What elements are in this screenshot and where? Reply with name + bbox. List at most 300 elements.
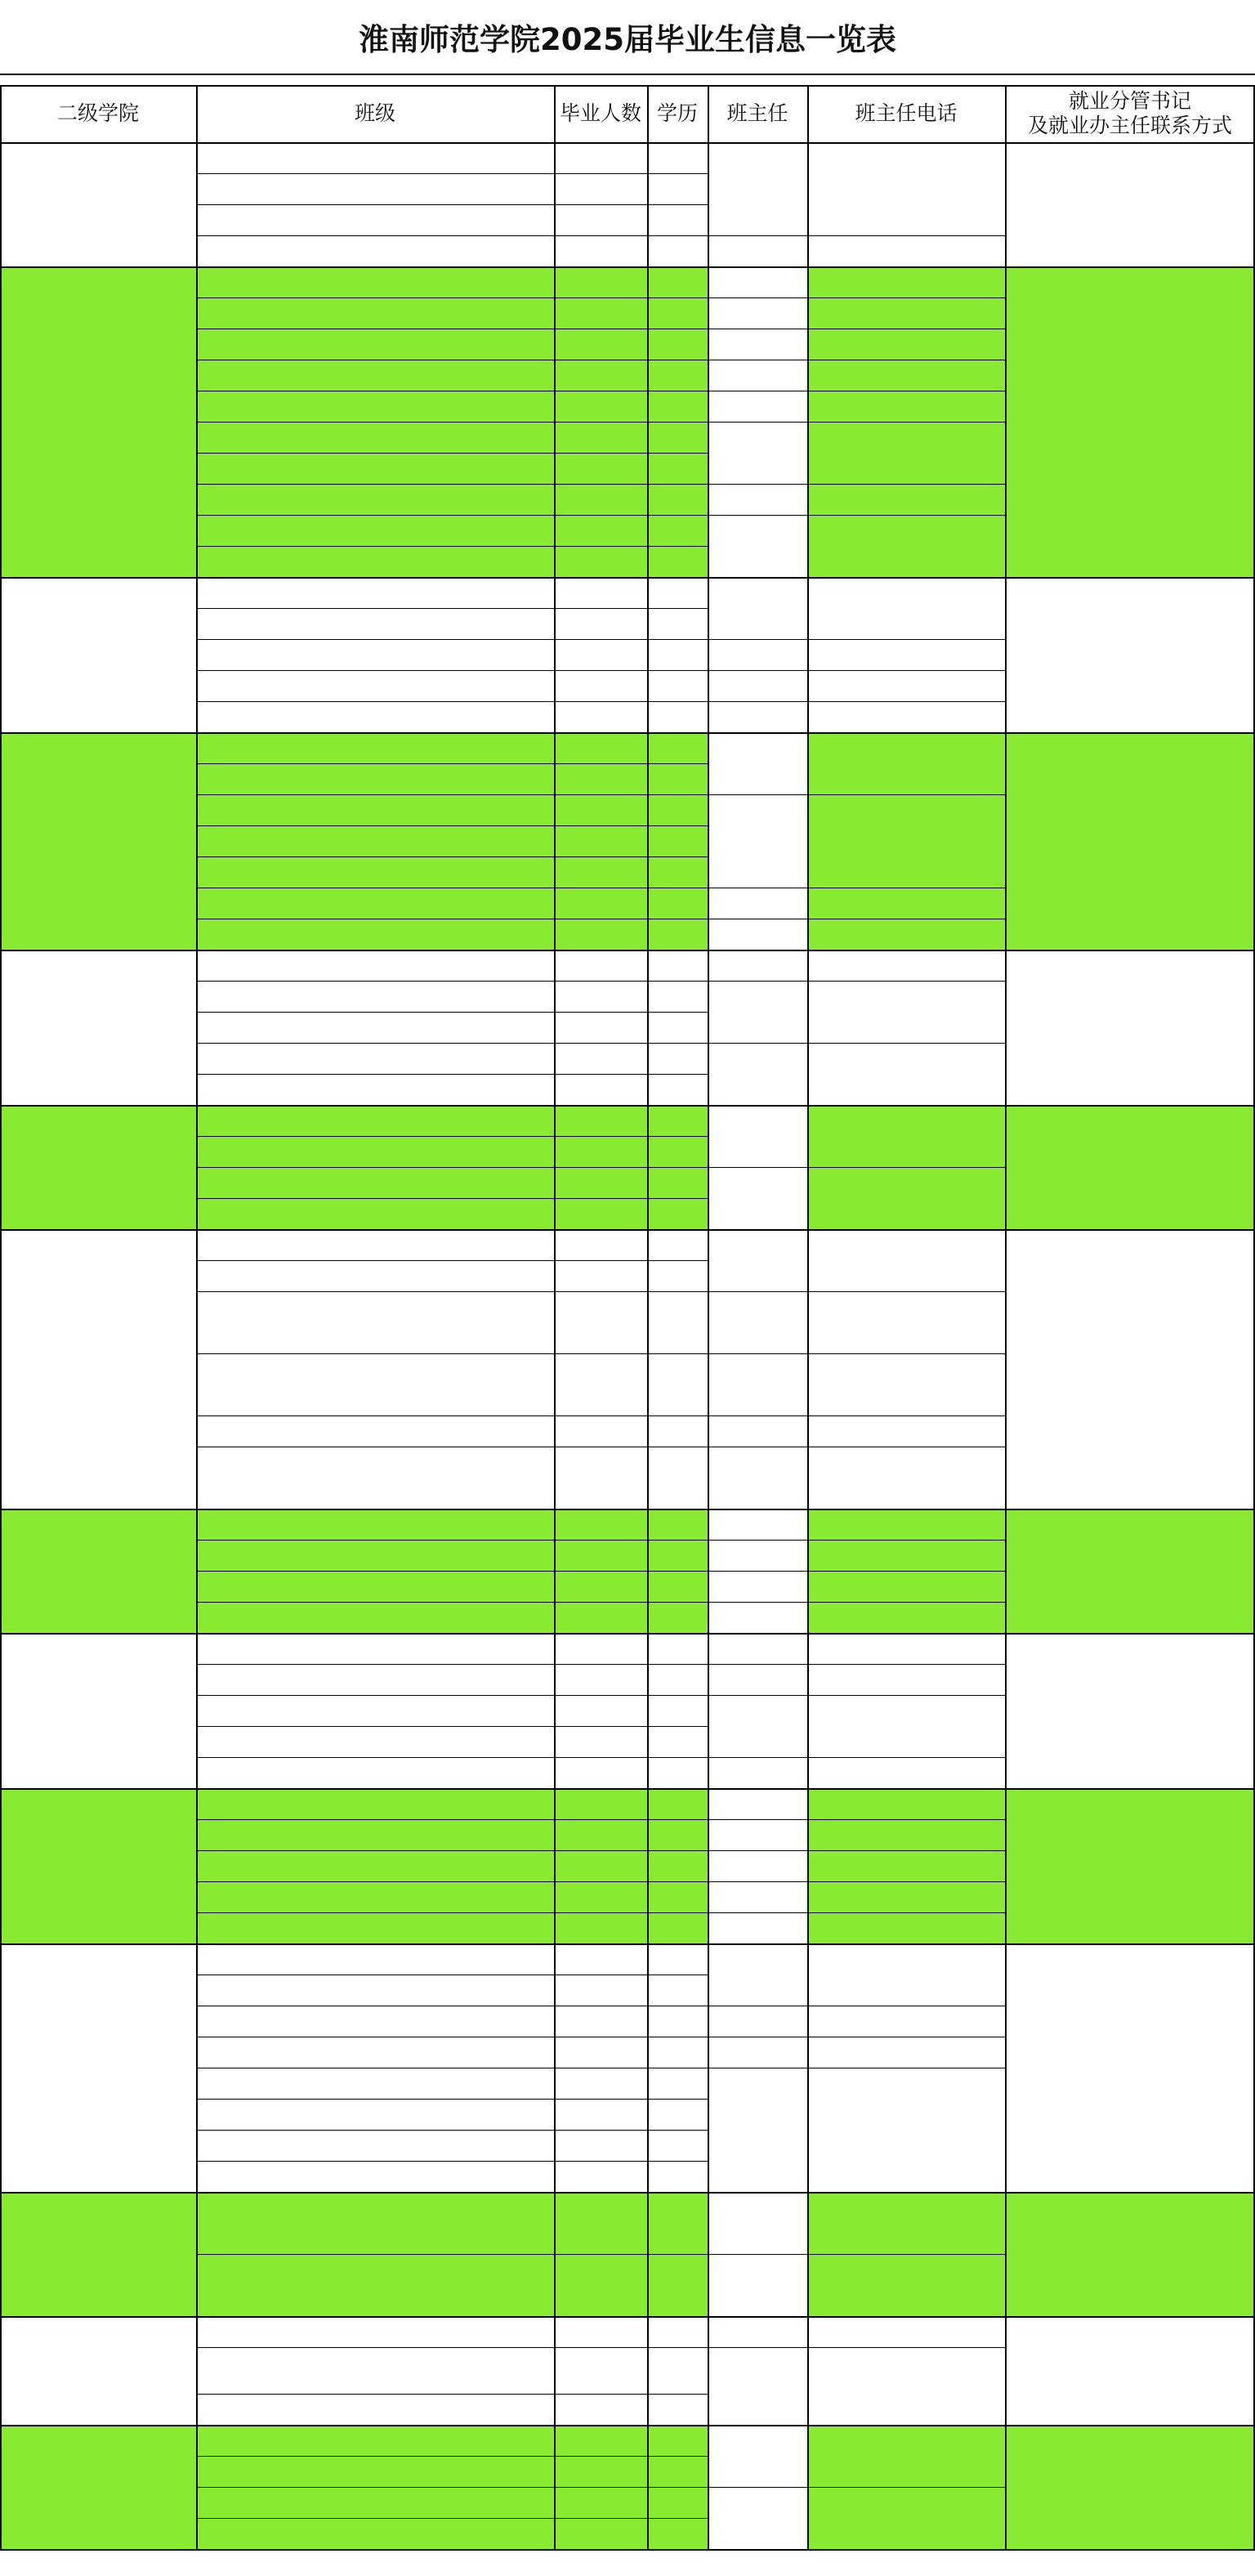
grid-line	[0, 1943, 1255, 1945]
grid-line	[196, 1819, 708, 1820]
head-teacher	[708, 919, 807, 950]
degree	[647, 1881, 708, 1912]
degree	[647, 2161, 708, 2192]
college-name	[0, 577, 196, 732]
class-name	[196, 1726, 554, 1757]
grid-line	[196, 670, 708, 671]
header-teacher: 班主任	[708, 85, 807, 142]
degree	[647, 1012, 708, 1043]
graduate-count	[554, 297, 647, 329]
grid-line	[196, 608, 708, 609]
teacher-phone	[807, 888, 1005, 919]
class-name	[196, 1943, 554, 1974]
head-teacher	[708, 142, 807, 235]
grid-line	[196, 1291, 708, 1292]
college-name	[0, 142, 196, 266]
class-name	[196, 1664, 554, 1695]
degree	[647, 1198, 708, 1229]
degree	[647, 1353, 708, 1415]
head-teacher	[708, 2347, 807, 2425]
head-teacher	[708, 1943, 807, 2006]
teacher-phone	[807, 1167, 1005, 1229]
college-name	[0, 1509, 196, 1633]
head-teacher	[708, 1229, 807, 1291]
graduate-count	[554, 919, 647, 950]
graduate-count	[554, 701, 647, 732]
degree	[647, 2347, 708, 2394]
grid-line	[708, 515, 1005, 516]
class-name	[196, 1447, 554, 1509]
teacher-phone	[807, 422, 1005, 484]
degree	[647, 1291, 708, 1353]
employment-contact	[1005, 2192, 1255, 2316]
grid-line	[708, 981, 1005, 982]
head-teacher	[708, 2487, 807, 2549]
graduate-count	[554, 204, 647, 235]
grid-line	[196, 794, 708, 795]
class-name	[196, 732, 554, 763]
degree	[647, 2037, 708, 2068]
grid-line	[0, 1105, 1255, 1107]
class-name	[196, 297, 554, 329]
class-name	[196, 608, 554, 639]
class-name	[196, 266, 554, 297]
class-name	[196, 2425, 554, 2456]
degree	[647, 1260, 708, 1291]
head-teacher	[708, 1167, 807, 1229]
grid-line	[0, 1788, 1255, 1790]
degree	[647, 732, 708, 763]
grid-line	[708, 1695, 1005, 1696]
degree	[647, 2425, 708, 2456]
head-teacher	[708, 329, 807, 360]
degree	[647, 919, 708, 950]
degree	[647, 2316, 708, 2347]
head-teacher	[708, 794, 807, 888]
grid-line	[196, 546, 708, 547]
graduate-count	[554, 577, 647, 608]
graduate-count	[554, 422, 647, 453]
class-name	[196, 2347, 554, 2394]
graduate-count	[554, 360, 647, 391]
class-name	[196, 2006, 554, 2037]
teacher-phone	[807, 1229, 1005, 1291]
grid-line	[196, 1136, 708, 1137]
graduate-count	[554, 1850, 647, 1881]
grid-line	[0, 2425, 1255, 2426]
graduate-count	[554, 1353, 647, 1415]
college-name	[0, 732, 196, 950]
degree	[647, 1757, 708, 1788]
grid-line	[196, 484, 708, 485]
grid-line	[196, 515, 708, 516]
graduate-count	[554, 2254, 647, 2316]
class-name	[196, 577, 554, 608]
head-teacher	[708, 297, 807, 329]
degree	[647, 856, 708, 888]
class-name	[196, 142, 554, 173]
grid-line	[708, 1415, 1005, 1416]
grid-line	[196, 173, 708, 174]
class-name	[196, 763, 554, 794]
graduate-count	[554, 1943, 647, 1974]
grid-line	[708, 85, 709, 2549]
degree	[647, 142, 708, 173]
degree	[647, 2254, 708, 2316]
teacher-phone	[807, 1943, 1005, 2006]
graduate-count	[554, 235, 647, 266]
employment-contact	[1005, 1105, 1255, 1229]
grid-line	[0, 2192, 1255, 2194]
graduate-count	[554, 856, 647, 888]
class-name	[196, 484, 554, 515]
class-name	[196, 1415, 554, 1447]
grid-line	[196, 297, 708, 298]
head-teacher	[708, 2037, 807, 2068]
degree	[647, 1571, 708, 1602]
class-name	[196, 1912, 554, 1943]
class-name	[196, 1850, 554, 1881]
class-name	[196, 1353, 554, 1415]
employment-contact	[1005, 1229, 1255, 1509]
teacher-phone	[807, 919, 1005, 950]
grid-line	[196, 1664, 708, 1665]
college-name	[0, 1105, 196, 1229]
degree	[647, 701, 708, 732]
graduate-count	[554, 1291, 647, 1353]
grid-line	[196, 422, 708, 423]
teacher-phone	[807, 732, 1005, 794]
graduate-count	[554, 1198, 647, 1229]
degree	[647, 639, 708, 670]
class-name	[196, 1136, 554, 1167]
header-contact: 就业分管书记 及就业办主任联系方式	[1005, 85, 1255, 142]
grid-line	[196, 2487, 708, 2488]
degree	[647, 608, 708, 639]
graduate-count	[554, 1912, 647, 1943]
degree	[647, 763, 708, 794]
head-teacher	[708, 391, 807, 422]
college-name	[0, 1788, 196, 1943]
grid-line	[708, 1912, 1005, 1913]
grid-line	[196, 1540, 708, 1541]
head-teacher	[708, 2192, 807, 2254]
class-name	[196, 1509, 554, 1540]
head-teacher	[708, 639, 807, 670]
degree	[647, 2006, 708, 2037]
grid-line	[196, 2456, 708, 2457]
class-name	[196, 856, 554, 888]
class-name	[196, 515, 554, 546]
page-title: 淮南师范学院2025届毕业生信息一览表	[0, 0, 1255, 75]
class-name	[196, 1260, 554, 1291]
grid-line	[196, 1198, 708, 1199]
class-name	[196, 2456, 554, 2487]
graduate-count	[554, 825, 647, 856]
grid-line	[708, 1571, 1005, 1572]
degree	[647, 794, 708, 825]
teacher-phone	[807, 981, 1005, 1043]
graduate-count	[554, 1167, 647, 1198]
grid-line	[0, 1633, 1255, 1635]
teacher-phone	[807, 2068, 1005, 2192]
head-teacher	[708, 732, 807, 794]
head-teacher	[708, 2254, 807, 2316]
grid-line	[708, 1167, 1005, 1168]
header-count: 毕业人数	[554, 85, 647, 142]
teacher-phone	[807, 1664, 1005, 1695]
graduate-count	[554, 1757, 647, 1788]
class-name	[196, 1105, 554, 1136]
degree	[647, 1819, 708, 1850]
teacher-phone	[807, 2254, 1005, 2316]
class-name	[196, 888, 554, 919]
degree	[647, 1136, 708, 1167]
head-teacher	[708, 1415, 807, 1447]
class-name	[196, 2161, 554, 2192]
class-name	[196, 204, 554, 235]
degree	[647, 1974, 708, 2006]
degree	[647, 1540, 708, 1571]
employment-contact	[1005, 1509, 1255, 1633]
class-name	[196, 1571, 554, 1602]
degree	[647, 422, 708, 453]
college-name	[0, 1633, 196, 1788]
header-college: 二级学院	[0, 85, 196, 142]
degree	[647, 1633, 708, 1664]
teacher-phone	[807, 1415, 1005, 1447]
class-name	[196, 2518, 554, 2549]
grid-line	[0, 1229, 1255, 1231]
graduate-count	[554, 1012, 647, 1043]
head-teacher	[708, 484, 807, 515]
teacher-phone	[807, 1540, 1005, 1571]
grid-line	[196, 204, 708, 205]
class-name	[196, 1074, 554, 1105]
grid-line	[196, 2518, 708, 2519]
graduate-count	[554, 1974, 647, 2006]
grid-line	[196, 825, 708, 826]
head-teacher	[708, 1757, 807, 1788]
teacher-phone	[807, 1291, 1005, 1353]
head-teacher	[708, 1881, 807, 1912]
class-name	[196, 1012, 554, 1043]
class-name	[196, 1043, 554, 1074]
grid-line	[196, 1881, 708, 1882]
degree	[647, 670, 708, 701]
head-teacher	[708, 888, 807, 919]
degree	[647, 1602, 708, 1633]
grid-line	[0, 142, 1255, 144]
grid-line	[647, 85, 649, 2549]
degree	[647, 1229, 708, 1260]
class-name	[196, 2487, 554, 2518]
grid-line	[708, 1757, 1005, 1758]
head-teacher	[708, 1912, 807, 1943]
employment-contact	[1005, 1788, 1255, 1943]
graduate-count	[554, 453, 647, 484]
graduate-count	[554, 1633, 647, 1664]
degree	[647, 2456, 708, 2487]
head-teacher	[708, 235, 807, 266]
class-name	[196, 391, 554, 422]
grid-line	[196, 1167, 708, 1168]
teacher-phone	[807, 950, 1005, 981]
degree	[647, 1695, 708, 1726]
teacher-phone	[807, 1633, 1005, 1664]
grid-line	[0, 85, 2, 2549]
degree	[647, 546, 708, 577]
teacher-phone	[807, 2347, 1005, 2425]
teacher-phone	[807, 1602, 1005, 1633]
degree	[647, 1726, 708, 1757]
class-name	[196, 2099, 554, 2130]
head-teacher	[708, 670, 807, 701]
graduate-count	[554, 950, 647, 981]
class-name	[196, 2130, 554, 2161]
teacher-phone	[807, 235, 1005, 266]
grid-line	[708, 1540, 1005, 1541]
head-teacher	[708, 1353, 807, 1415]
degree	[647, 1415, 708, 1447]
degree	[647, 950, 708, 981]
class-name	[196, 1881, 554, 1912]
class-name	[196, 825, 554, 856]
grid-line	[708, 422, 1005, 423]
class-name	[196, 1167, 554, 1198]
teacher-phone	[807, 1695, 1005, 1757]
head-teacher	[708, 266, 807, 297]
graduate-count	[554, 546, 647, 577]
teacher-phone	[807, 360, 1005, 391]
college-name	[0, 1229, 196, 1509]
employment-contact	[1005, 732, 1255, 950]
degree	[647, 484, 708, 515]
grid-line	[196, 2130, 708, 2131]
teacher-phone	[807, 794, 1005, 888]
grid-line	[196, 453, 708, 454]
grid-line	[708, 2347, 1005, 2348]
grid-line	[0, 732, 1255, 734]
degree	[647, 391, 708, 422]
teacher-phone	[807, 142, 1005, 235]
teacher-phone	[807, 577, 1005, 639]
head-teacher	[708, 1788, 807, 1819]
head-teacher	[708, 1571, 807, 1602]
grid-line	[0, 266, 1255, 268]
header-class: 班级	[196, 85, 554, 142]
class-name	[196, 173, 554, 204]
class-name	[196, 360, 554, 391]
graduate-count	[554, 484, 647, 515]
class-name	[196, 235, 554, 266]
head-teacher	[708, 2316, 807, 2347]
head-teacher	[708, 422, 807, 484]
grid-line	[196, 1415, 708, 1416]
head-teacher	[708, 1105, 807, 1167]
teacher-phone	[807, 2425, 1005, 2487]
graduate-count	[554, 2487, 647, 2518]
graduate-count	[554, 1664, 647, 1695]
class-name	[196, 981, 554, 1012]
grid-line	[807, 85, 809, 2549]
teacher-phone	[807, 1509, 1005, 1540]
graduate-count	[554, 1260, 647, 1291]
graduate-count	[554, 1819, 647, 1850]
teacher-phone	[807, 515, 1005, 577]
teacher-phone	[807, 391, 1005, 422]
grid-line	[708, 484, 1005, 485]
graduate-count	[554, 2068, 647, 2099]
degree	[647, 515, 708, 546]
class-name	[196, 1695, 554, 1726]
class-name	[196, 546, 554, 577]
teacher-phone	[807, 2006, 1005, 2037]
grid-line	[1005, 85, 1007, 2549]
class-name	[196, 2254, 554, 2316]
grid-line	[196, 1043, 708, 1044]
teacher-phone	[807, 639, 1005, 670]
class-name	[196, 2068, 554, 2099]
grid-line	[0, 2549, 1255, 2551]
graduate-count	[554, 1540, 647, 1571]
graduate-count	[554, 2130, 647, 2161]
grid-line	[196, 981, 708, 982]
class-name	[196, 1788, 554, 1819]
graduate-count	[554, 266, 647, 297]
grid-line	[708, 1819, 1005, 1820]
grid-line	[0, 577, 1255, 579]
graduate-count	[554, 2099, 647, 2130]
degree	[647, 1167, 708, 1198]
class-name	[196, 2037, 554, 2068]
grid-line	[196, 1850, 708, 1851]
teacher-phone	[807, 2037, 1005, 2068]
class-name	[196, 453, 554, 484]
graduate-count	[554, 1105, 647, 1136]
grid-line	[196, 1912, 708, 1913]
graduate-count	[554, 639, 647, 670]
grid-line	[708, 1664, 1005, 1665]
head-teacher	[708, 1695, 807, 1757]
graduate-count	[554, 1509, 647, 1540]
degree	[647, 2068, 708, 2099]
degree	[647, 1664, 708, 1695]
teacher-phone	[807, 2192, 1005, 2254]
class-name	[196, 1602, 554, 1633]
grid-line	[196, 85, 198, 2549]
employment-contact	[1005, 950, 1255, 1105]
teacher-phone	[807, 297, 1005, 329]
degree	[647, 1074, 708, 1105]
teacher-phone	[807, 1043, 1005, 1105]
graduate-count	[554, 608, 647, 639]
head-teacher	[708, 1043, 807, 1105]
teacher-phone	[807, 2487, 1005, 2549]
grid-line	[196, 1571, 708, 1572]
graduate-count	[554, 888, 647, 919]
graduate-count	[554, 1602, 647, 1633]
degree	[647, 204, 708, 235]
grid-line	[196, 2394, 708, 2395]
grid-line	[196, 1726, 708, 1727]
employment-contact	[1005, 266, 1255, 577]
graduate-count	[554, 2192, 647, 2254]
grid-line	[196, 1974, 708, 1975]
grid-line	[196, 1074, 708, 1075]
graduate-count	[554, 2037, 647, 2068]
grid-line	[708, 235, 1005, 236]
